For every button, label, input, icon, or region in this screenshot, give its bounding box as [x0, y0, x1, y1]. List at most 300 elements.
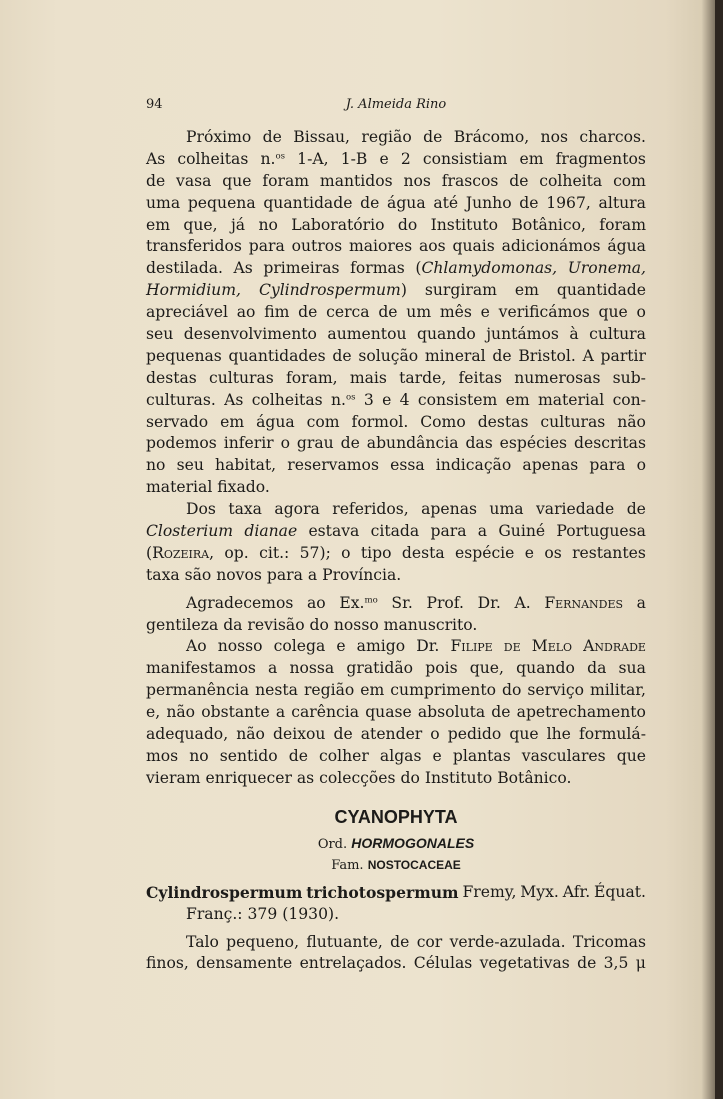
text-run: ao — [236, 303, 256, 322]
word — [189, 746, 208, 768]
word — [365, 702, 412, 724]
word — [255, 680, 298, 702]
word — [450, 636, 492, 658]
word — [244, 521, 297, 543]
word — [613, 390, 646, 412]
word — [346, 658, 413, 680]
text-run: e — [336, 637, 346, 656]
word — [572, 543, 646, 565]
word — [433, 746, 442, 768]
word — [352, 412, 409, 434]
text-run: para — [589, 456, 626, 475]
text-line — [146, 932, 646, 954]
family-prefix: Fam. — [331, 857, 364, 873]
text-run: colega — [273, 637, 326, 656]
word — [297, 149, 328, 171]
word — [292, 236, 343, 258]
word — [478, 412, 529, 434]
text-run: e, — [146, 703, 161, 722]
word — [532, 636, 572, 658]
word — [306, 932, 383, 954]
word — [146, 368, 197, 390]
text-run: Como — [420, 412, 466, 431]
text-run: Laboratório — [291, 215, 385, 234]
text-run: Filipe — [450, 637, 493, 656]
word — [563, 882, 590, 904]
text-run: 1-B — [340, 149, 368, 168]
word — [502, 236, 601, 258]
word — [184, 324, 317, 346]
word — [387, 193, 426, 215]
word — [504, 636, 521, 658]
word — [520, 882, 559, 904]
word — [636, 953, 646, 975]
text-run: culturas — [540, 412, 606, 431]
word — [188, 193, 256, 215]
text-run: de — [288, 746, 308, 765]
text-run: a — [636, 593, 646, 612]
text-run: variedade — [535, 500, 615, 519]
word — [509, 171, 528, 193]
word — [573, 932, 646, 954]
text-run: já — [230, 215, 246, 234]
text-line — [146, 324, 646, 346]
word — [517, 702, 646, 724]
text-run: quantidade — [263, 193, 353, 212]
text-run: mos — [146, 746, 179, 765]
text-run: dianae — [244, 522, 298, 541]
text-run: primeiras — [263, 259, 340, 278]
word — [258, 215, 277, 237]
text-run: ao — [307, 593, 326, 612]
word — [557, 280, 646, 302]
page-body — [146, 127, 646, 975]
word — [589, 455, 625, 477]
word — [583, 636, 646, 658]
word — [536, 499, 614, 521]
word — [339, 593, 377, 615]
text-run: sua — [618, 659, 646, 678]
word — [378, 302, 397, 324]
word — [319, 746, 369, 768]
text-run: foram, — [285, 368, 338, 387]
word — [186, 636, 207, 658]
text-run: o — [636, 456, 646, 475]
word — [423, 127, 442, 149]
text-run: do — [397, 215, 418, 234]
text-run: quando — [516, 659, 575, 678]
text-run: com — [306, 412, 340, 431]
text-run: algas — [379, 746, 422, 765]
text-run: pois — [425, 659, 458, 678]
word — [146, 882, 302, 904]
word — [617, 412, 646, 434]
text-run: gentileza da revisão do nosso manuscrito. — [146, 615, 478, 634]
text-run: indicação — [435, 456, 512, 475]
text-run: habitat, — [215, 456, 277, 475]
text-run: estava — [308, 522, 360, 541]
word — [177, 149, 248, 171]
word — [527, 680, 584, 702]
word — [502, 680, 521, 702]
text-run: de — [509, 171, 529, 190]
text-run: serviço — [527, 681, 584, 700]
order-name: HORMOGONALES — [351, 834, 475, 851]
word — [518, 346, 576, 368]
word — [506, 390, 530, 412]
text-run: água — [256, 412, 295, 431]
word — [418, 390, 497, 412]
text-run: que, — [469, 659, 504, 678]
text-line — [146, 636, 646, 658]
word — [440, 302, 472, 324]
word — [415, 258, 557, 280]
text-run: referidos, — [332, 500, 409, 519]
text-run: taxa são novos para a Província. — [146, 565, 402, 584]
text-run: lhe — [546, 725, 571, 744]
word — [480, 953, 570, 975]
word — [259, 280, 407, 302]
text-run: foram — [599, 215, 646, 234]
text-run: cor — [416, 932, 443, 951]
text-run: quando — [416, 325, 476, 344]
text-run: adicionámos — [501, 237, 601, 256]
word — [492, 346, 511, 368]
word — [511, 215, 586, 237]
text-run: cit.: — [259, 543, 290, 562]
word — [569, 324, 578, 346]
word — [256, 412, 295, 434]
word — [229, 346, 326, 368]
text-run: formol. — [351, 412, 409, 431]
word — [293, 127, 350, 149]
word — [146, 455, 165, 477]
word — [146, 149, 165, 171]
text-run: região — [361, 128, 412, 146]
word — [541, 127, 568, 149]
text-run: a — [477, 522, 488, 541]
text-run: Botânico, — [511, 215, 586, 234]
text-run: apetrechamento — [516, 703, 646, 722]
text-run: ) — [400, 281, 407, 300]
word — [146, 724, 228, 746]
line-content — [146, 768, 576, 790]
order-prefix: Ord. — [317, 836, 348, 852]
text-run: o — [280, 434, 290, 453]
text-run: sentido — [219, 746, 278, 765]
text-run: Próximo — [186, 128, 252, 146]
text-run: de — [340, 434, 360, 453]
word — [418, 702, 485, 724]
text-line — [146, 658, 646, 680]
text-run: flutuante, — [306, 932, 383, 951]
text-run: de — [577, 954, 597, 973]
word — [519, 193, 538, 215]
paragraph-5 — [146, 932, 646, 976]
word — [300, 953, 407, 975]
text-run: de — [503, 637, 521, 656]
word — [568, 258, 646, 280]
word — [327, 324, 406, 346]
word — [458, 368, 502, 390]
text-run: colher — [319, 746, 369, 765]
text-run: plantas — [452, 746, 511, 765]
text-run: região — [303, 681, 355, 700]
text-line — [146, 953, 646, 975]
text-run: 57); — [299, 543, 331, 562]
text-line — [146, 477, 646, 499]
word — [430, 521, 466, 543]
text-run: op. — [224, 543, 249, 562]
text-run: e — [379, 149, 389, 168]
text-run: apreciável — [146, 303, 229, 322]
text-run: colheita — [539, 171, 603, 190]
word — [273, 724, 325, 746]
text-run: cumprimento — [390, 681, 496, 700]
word — [379, 149, 388, 171]
text-line — [146, 127, 646, 149]
text-run: descritas — [574, 434, 646, 453]
text-run: culturas — [208, 368, 274, 387]
text-run: não — [166, 703, 196, 722]
word — [358, 346, 418, 368]
text-run: Ao — [186, 637, 207, 656]
text-run: finos, — [146, 954, 189, 973]
word — [398, 215, 417, 237]
family-heading — [146, 854, 646, 876]
word — [306, 882, 458, 904]
word — [166, 702, 195, 724]
word — [361, 724, 423, 746]
word — [263, 127, 282, 149]
text-run: Franç.: 379 (1930). — [186, 904, 340, 923]
text-run: Células — [413, 954, 473, 973]
text-run: feitas — [458, 368, 503, 387]
text-run: densamente — [196, 954, 293, 973]
text-run: transferidos — [146, 237, 242, 256]
text-line — [146, 236, 646, 258]
text-run: até — [433, 193, 459, 212]
word — [297, 433, 334, 455]
text-run: não — [236, 725, 265, 744]
text-run: pequena — [187, 193, 256, 212]
word — [419, 236, 446, 258]
text-run: Cylindrospermum — [258, 281, 401, 300]
text-run: desta — [401, 543, 445, 562]
species-entry — [146, 882, 646, 926]
word — [357, 636, 405, 658]
word — [613, 171, 646, 193]
text-run: com — [613, 171, 646, 190]
text-run: material fixado. — [146, 478, 270, 497]
word — [307, 412, 340, 434]
word — [516, 658, 575, 680]
text-run: que — [598, 303, 628, 322]
word — [222, 171, 251, 193]
word — [499, 302, 590, 324]
word — [146, 193, 180, 215]
word — [466, 193, 512, 215]
text-line — [146, 455, 646, 477]
text-run: tipo — [360, 543, 392, 562]
word — [291, 702, 359, 724]
word — [420, 412, 466, 434]
word — [183, 215, 217, 237]
word — [587, 658, 606, 680]
text-run: fragmentos — [555, 149, 646, 168]
word — [224, 433, 274, 455]
text-run: Rozeira — [152, 543, 210, 562]
word — [218, 636, 263, 658]
word — [430, 724, 439, 746]
word — [263, 258, 339, 280]
word — [341, 543, 350, 565]
text-line — [146, 702, 646, 724]
word — [556, 149, 646, 171]
word — [401, 149, 411, 171]
text-line — [146, 768, 646, 790]
word — [491, 702, 510, 724]
text-run: do — [502, 681, 522, 700]
word — [287, 455, 379, 477]
text-line — [146, 346, 646, 368]
word — [423, 149, 508, 171]
text-run: consistiam — [422, 149, 508, 168]
text-run: 1-A, — [297, 149, 329, 168]
word — [360, 680, 384, 702]
word — [146, 658, 256, 680]
text-run: a — [268, 659, 278, 678]
word — [264, 302, 289, 324]
word — [367, 433, 459, 455]
text-run: de — [146, 171, 166, 190]
text-run: surgiram — [424, 281, 497, 300]
word — [498, 521, 545, 543]
text-run: espécie — [455, 543, 515, 562]
text-run: e — [382, 390, 392, 409]
text-run: 4 — [399, 390, 410, 409]
word — [454, 127, 529, 149]
word — [577, 953, 596, 975]
text-run: que — [222, 171, 252, 190]
word — [514, 593, 530, 615]
text-run: n. — [260, 149, 276, 168]
text-run: reservamos — [287, 456, 379, 475]
text-line — [146, 882, 646, 904]
text-line — [146, 724, 646, 746]
text-run: pequenas — [146, 346, 222, 365]
word — [590, 680, 646, 702]
text-line — [146, 615, 646, 637]
text-run: militar, — [589, 681, 646, 700]
word — [286, 368, 338, 390]
text-run: vegetativas — [479, 954, 570, 973]
text-run: Instituto — [430, 215, 499, 234]
text-run: grau — [296, 434, 334, 453]
word — [416, 636, 439, 658]
word — [525, 543, 534, 565]
word — [304, 680, 354, 702]
word — [220, 412, 244, 434]
text-run: Ex. — [339, 593, 365, 612]
word — [350, 368, 387, 390]
word — [627, 499, 646, 521]
text-run: água — [387, 193, 426, 212]
text-line — [146, 390, 646, 412]
text-run: Prof. — [426, 593, 464, 612]
text-run: em — [519, 149, 544, 168]
text-line — [146, 543, 646, 565]
text-run: absoluta — [417, 703, 486, 722]
text-run: ( — [146, 543, 153, 562]
text-run: gratidão — [346, 659, 414, 678]
word — [326, 302, 369, 324]
text-run: o — [430, 725, 440, 744]
text-run: manifestamos — [146, 659, 256, 678]
text-line — [146, 412, 646, 434]
text-run: Portuguesa — [556, 522, 646, 541]
line-content — [146, 565, 406, 587]
word — [448, 724, 502, 746]
text-run: material — [537, 390, 605, 409]
word — [146, 543, 214, 565]
word — [260, 149, 285, 171]
word — [332, 499, 408, 521]
text-line — [146, 258, 646, 280]
text-run: 3 — [363, 390, 374, 409]
text-run: Closterium — [146, 522, 234, 541]
word — [426, 593, 464, 615]
text-run: destilada. — [146, 259, 223, 278]
word — [146, 171, 165, 193]
text-run: podemos — [146, 434, 217, 453]
division-heading: CYANOPHYTA — [334, 806, 458, 827]
text-run: charcos. — [579, 128, 646, 146]
page-header — [146, 97, 646, 121]
text-line — [146, 593, 646, 615]
text-line — [146, 171, 646, 193]
text-run: trichotospermum — [306, 882, 459, 902]
word — [361, 543, 392, 565]
text-run: mês — [439, 303, 472, 322]
word — [406, 302, 431, 324]
word — [146, 236, 242, 258]
word — [604, 953, 629, 975]
word — [364, 390, 374, 412]
text-line — [146, 680, 646, 702]
word — [382, 390, 391, 412]
text-run: nesta — [255, 681, 298, 700]
text-run: adequado, — [146, 725, 229, 744]
text-run: e — [480, 303, 490, 322]
text-run: Melo — [531, 637, 573, 656]
text-run: no — [189, 746, 209, 765]
order-heading — [146, 832, 646, 854]
word — [465, 433, 492, 455]
text-run: abundância — [366, 434, 459, 453]
word — [478, 521, 487, 543]
text-run: Andrade — [583, 637, 646, 656]
text-run: os — [275, 151, 286, 162]
text-run: mantidos — [319, 171, 393, 190]
word — [414, 953, 472, 975]
text-line — [146, 302, 646, 324]
text-run: que — [616, 746, 646, 765]
text-run: que — [509, 725, 539, 744]
word — [300, 543, 331, 565]
text-run: de — [626, 500, 646, 519]
word — [390, 455, 425, 477]
